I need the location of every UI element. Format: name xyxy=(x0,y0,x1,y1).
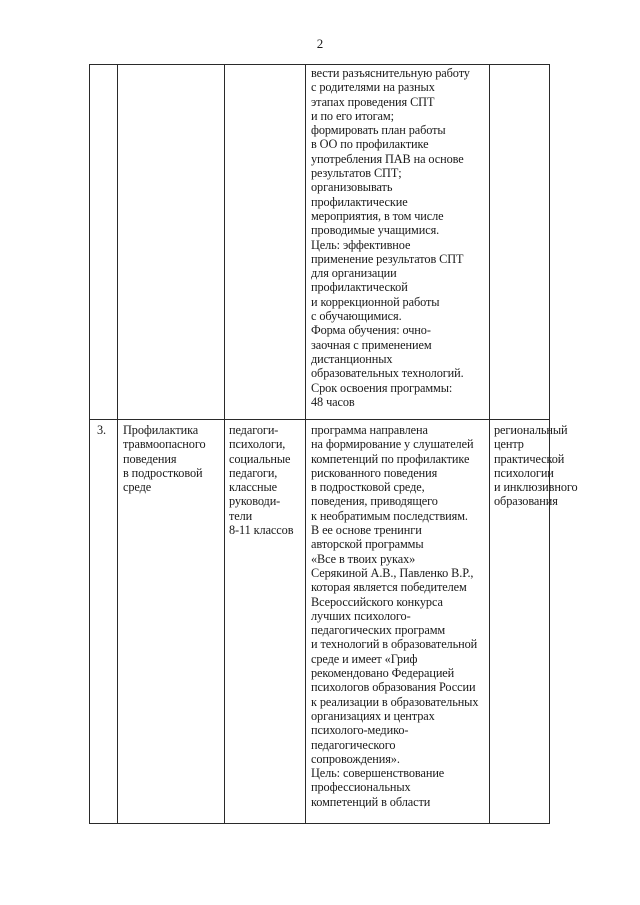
text-line: классные xyxy=(229,480,277,495)
text-line: Серякиной А.В., Павленко В.Р., xyxy=(311,565,474,580)
text-line: среде и имеет «Гриф xyxy=(311,651,418,666)
text-line: 48 часов xyxy=(311,394,355,409)
text-line: в подростковой xyxy=(123,465,203,480)
program-name xyxy=(123,423,223,494)
text-line: центр xyxy=(494,437,524,452)
text-line: которая является победителем xyxy=(311,580,467,595)
text-line: и по его итогам; xyxy=(311,108,394,123)
text-line: применение результатов СПТ xyxy=(311,251,464,266)
text-line: психологии xyxy=(494,465,554,480)
text-line: организовывать xyxy=(311,180,393,195)
text-line: психологов образования России xyxy=(311,680,476,695)
text-line: травмоопасного xyxy=(123,437,206,452)
text-line: лучших психолого- xyxy=(311,608,411,623)
text-line: профилактической xyxy=(311,280,408,295)
column-divider xyxy=(489,64,490,824)
text-line: поведения, приводящего xyxy=(311,494,438,509)
text-line: руководи- xyxy=(229,494,281,509)
text-line: мероприятия, в том числе xyxy=(311,208,444,223)
text-line: употребления ПАВ на основе xyxy=(311,151,464,166)
text-line: авторской программы xyxy=(311,537,424,552)
text-line: региональный xyxy=(494,423,568,437)
column-divider xyxy=(117,64,118,824)
text-line: для организации xyxy=(311,266,397,281)
text-line: Форма обучения: очно- xyxy=(311,323,431,338)
text-line: «Все в твоих руках» xyxy=(311,551,416,566)
text-line: психологи, xyxy=(229,437,286,452)
row-divider xyxy=(89,419,550,420)
text-line: формировать план работы xyxy=(311,123,446,138)
text-line: педагоги- xyxy=(229,423,279,437)
organizer xyxy=(494,423,578,509)
text-line: компетенций в области xyxy=(311,794,431,809)
text-line: образования xyxy=(494,494,558,509)
text-line: педагогических программ xyxy=(311,623,446,638)
text-line: на формирование у слушателей xyxy=(311,437,474,452)
column-divider xyxy=(224,64,225,824)
text-line: с обучающимися. xyxy=(311,309,402,324)
text-line: 8-11 классов xyxy=(229,523,294,538)
text-line: вести разъяснительную работу xyxy=(311,66,470,80)
text-line: Цель: эффективное xyxy=(311,237,411,252)
text-line: к реализации в образовательных xyxy=(311,694,479,709)
text-line: с родителями на разных xyxy=(311,80,435,95)
text-line: и технологий в образовательной xyxy=(311,637,478,652)
text-line: сопровождения». xyxy=(311,751,400,766)
text-line: педагогического xyxy=(311,737,396,752)
text-line: программа направлена xyxy=(311,423,428,437)
text-line: в ОО по профилактике xyxy=(311,137,429,152)
text-line: этапах проведения СПТ xyxy=(311,94,435,109)
text-line: тели xyxy=(229,508,253,523)
text-line: социальные xyxy=(229,451,291,466)
text-line: Профилактика xyxy=(123,423,199,437)
text-line: В ее основе тренинги xyxy=(311,523,422,538)
text-line: образовательных технологий. xyxy=(311,366,464,381)
text-line: рекомендовано Федерацией xyxy=(311,666,455,681)
text-line: и инклюзивного xyxy=(494,480,578,495)
text-line: рискованного поведения xyxy=(311,465,438,480)
text-line: Всероссийского конкурса xyxy=(311,594,443,609)
text-line: дистанционных xyxy=(311,351,393,366)
text-line: профессиональных xyxy=(311,780,411,795)
text-line: Срок освоения программы: xyxy=(311,380,453,395)
target-audience xyxy=(229,423,303,537)
text-line: среде xyxy=(123,480,152,495)
table-border-top xyxy=(89,64,550,65)
page-number: 2 xyxy=(316,36,324,51)
text-line: практической xyxy=(494,451,565,466)
text-line: в подростковой среде, xyxy=(311,480,425,495)
program-description xyxy=(311,423,487,809)
text-line: компетенций по профилактике xyxy=(311,451,470,466)
table-row-number: 3. xyxy=(97,423,107,437)
table-row-continuation-description xyxy=(311,66,487,409)
text-line: педагоги, xyxy=(229,465,278,480)
text-line: заочная с применением xyxy=(311,337,432,352)
text-line: к необратимым последствиям. xyxy=(311,508,468,523)
table-border-bottom xyxy=(89,823,550,824)
text-line: организациях и центрах xyxy=(311,708,435,723)
text-line: проводимые учащимися. xyxy=(311,223,440,238)
table-border-left xyxy=(89,64,90,824)
text-line: поведения xyxy=(123,451,177,466)
text-line: результатов СПТ; xyxy=(311,166,402,181)
text-line: Цель: совершенствование xyxy=(311,766,445,781)
text-line: профилактические xyxy=(311,194,408,209)
program-table xyxy=(89,64,578,824)
text-line: и коррекционной работы xyxy=(311,294,440,309)
column-divider xyxy=(305,64,306,824)
text-line: психолого-медико- xyxy=(311,723,409,738)
